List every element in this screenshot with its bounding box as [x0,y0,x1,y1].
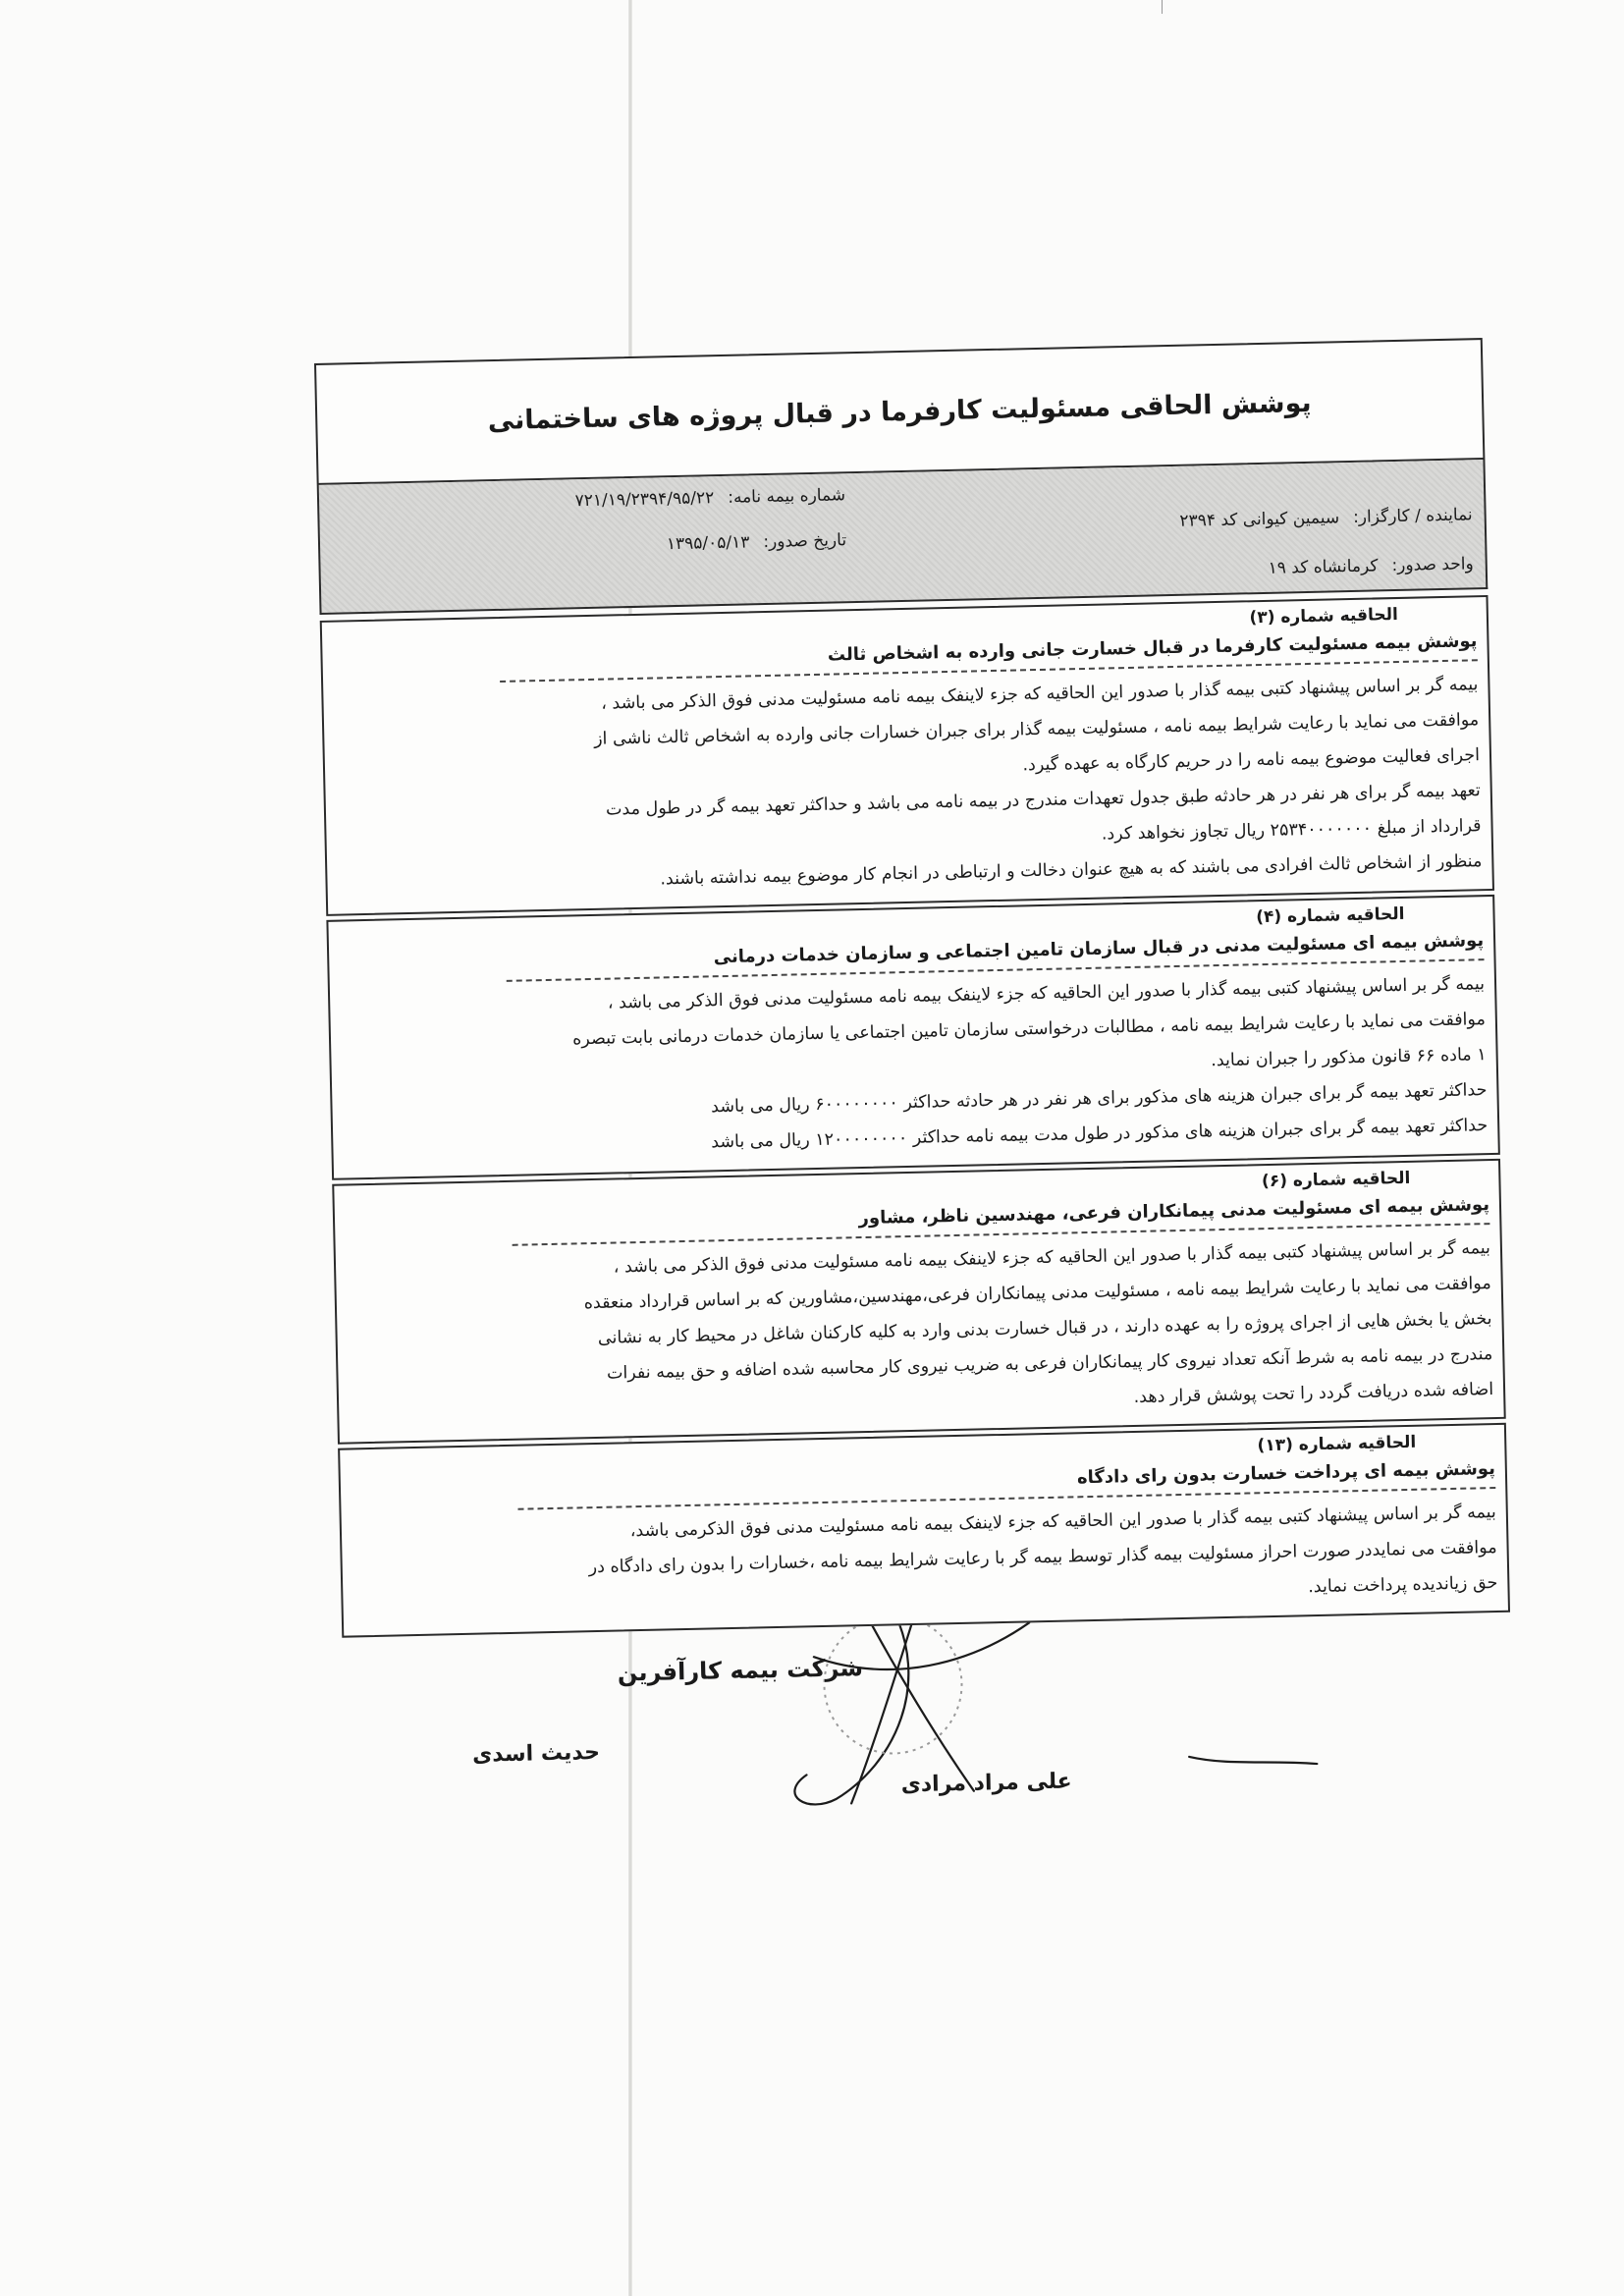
agent-value: سیمین کیوانی کد ۲۳۹۴ [1179,508,1340,531]
policy-number-value: ۷۲۱/۱۹/۲۳۹۴/۹۵/۲۲ [574,488,715,512]
body-line: بیمه گر بر اساس پیشنهاد کتبی بیمه گذار با صدور این الحاقیه که جزء لاینفک بیمه نامه مسئولیت مدنی فوق الذکر می باشد ، [601,675,1479,714]
endorsement-section [320,595,1494,916]
issuing-unit-value: کرمانشاه کد ۱۹ [1268,556,1379,578]
policy-number [574,485,845,511]
endorsement-title: پوشش بیمه ای مسئولیت مدنی پیمانکاران فرعی، مهندسین ناظر، مشاور [858,1194,1490,1230]
issue-date-value: ۱۳۹۵/۰۵/۱۳ [666,532,750,555]
issuing-unit [1268,554,1474,578]
endorsement-section [338,1423,1510,1638]
endorsement-sheet [314,338,1514,1825]
body-line: منظور از اشخاص ثالث افرادی می باشند که به هیچ عنوان دخالت و ارتباطی در انجام کار موضوع بیمه نداشته باشند. [660,851,1483,890]
body-line: تعهد بیمه گر برای هر نفر در هر حادثه طبق جدول تعهدات مندرج در بیمه نامه می باشد و حداکثر تعهد بیمه گر در طول مدت [605,781,1481,820]
endorsement-number: الحاقیه شماره (۶) [1261,1168,1411,1192]
body-line: مندرج در بیمه نامه به شرط آنکه تعداد نیروی کار پیمانکاران فرعی به ضریب نیروی کار محاسبه شده اضافه و حق بیمه نفرات [606,1344,1493,1384]
body-line: موافقت می نماید با رعایت شرایط بیمه نامه ، مسئولیت مدنی پیمانکاران فرعی،مهندسین،مشاورین که بر اساس قرارداد منعقده [583,1274,1491,1314]
body-line: حداکثر تعهد بیمه گر برای جبران هزینه های مذکور در طول مدت بیمه نامه حداکثر ۱۲۰۰۰۰۰۰۰۰ ریال می باشد [710,1116,1489,1153]
agent-label: نماینده / کارگزار: [1352,505,1473,527]
body-line: بیمه گر بر اساس پیشنهاد کتبی بیمه گذار با صدور این الحاقیه که جزء لاینفک بیمه نامه مسئولیت مدنی فوق الذکر می باشد ، [613,1238,1491,1278]
endorsement-section [326,895,1499,1180]
body-line: بخش یا بخش هایی از اجرای پروژه را به عهده دارند ، در قبال خسارت بدنی وارد به کلیه کارکنان شاغل در محیط کار به نشانی [597,1309,1492,1348]
issuing-unit-label: واحد صدور: [1391,554,1474,576]
endorsement-title: پوشش بیمه ای پرداخت خسارت بدون رای دادگاه [1076,1458,1496,1489]
endorsement-body [342,1495,1508,1636]
endorsement-title: پوشش بیمه مسئولیت کارفرما در قبال خسارت جانی وارده به اشخاص ثالث [827,630,1478,666]
issue-date-label: تاریخ صدور: [763,530,847,553]
scan-mark [1162,0,1163,14]
issue-date [667,530,847,554]
policy-number-label: شماره بیمه نامه: [728,485,846,508]
endorsement-number: الحاقیه شماره (۴) [1255,903,1405,928]
body-line: موافقت می نماید با رعایت شرایط بیمه نامه ، مطالبات درخواستی سازمان تامین اجتماعی یا سازمان خدمات درمانی بابت تبصره [571,1010,1487,1050]
policy-info-box [317,460,1489,615]
body-line: قرارداد از مبلغ ۲۵۳۴۰۰۰۰۰۰۰ ریال تجاوز نخواهد کرد. [1101,816,1482,845]
body-line: بیمه گر بر اساس پیشنهاد کتبی بیمه گذار با صدور این الحاقیه که جزء لاینفک بیمه نامه مسئولیت مدنی فوق الذکرمی باشد، [629,1503,1497,1542]
body-line: موافقت می نمایددر صورت احراز مسئولیت بیمه گذار توسط بیمه گر با رعایت شرایط بیمه نامه ،خسارات را بدون رای دادگاه در [588,1538,1497,1578]
body-line: اجرای فعالیت موضوع بیمه نامه را در حریم کارگاه به عهده گیرد. [1022,745,1481,776]
signer-name: حدیث اسدی [471,1739,601,1768]
signature-area [342,1613,1514,1825]
endorsement-number: الحاقیه شماره (۱۳) [1257,1432,1417,1456]
body-line: بیمه گر بر اساس پیشنهاد کتبی بیمه گذار با صدور این الحاقیه که جزء لاینفک بیمه نامه مسئولیت مدنی فوق الذکر می باشد ، [607,974,1486,1013]
endorsement-title: پوشش بیمه ای مسئولیت مدنی در قبال سازمان تامین اجتماعی و سازمان خدمات درمانی [713,930,1485,968]
endorsement-body [330,966,1498,1178]
endorsement-body [336,1230,1504,1443]
endorsement-body [323,667,1492,914]
agent [1179,505,1473,531]
endorsement-number: الحاقیه شماره (۳) [1249,604,1399,629]
body-line: حداکثر تعهد بیمه گر برای جبران هزینه های مذکور برای هر نفر در هر حادثه حداکثر ۶۰۰۰۰۰۰۰۰ ریال می باشد [710,1080,1488,1118]
body-line: حق زیاندیده پرداخت نماید. [1308,1573,1498,1598]
body-line: اضافه شده دریافت گردد را تحت پوشش قرار دهد. [1133,1380,1494,1408]
company-stamp-label: شرکت بیمه کارآفرین [617,1654,864,1687]
document-title: پوشش الحاقی مسئولیت کارفرما در قبال پروژه های ساختمانی [487,387,1312,437]
endorsement-section [332,1159,1505,1445]
body-line: ۱ ماده ۶۶ قانون مذکور را جبران نماید. [1211,1045,1487,1071]
signer-name: علی مراد مرادی [900,1769,1072,1798]
body-line: موافقت می نماید با رعایت شرایط بیمه نامه ، مسئولیت بیمه گذار برای جبران خسارات جانی وارده به اشخاص ثالث ناشی از [593,710,1480,749]
